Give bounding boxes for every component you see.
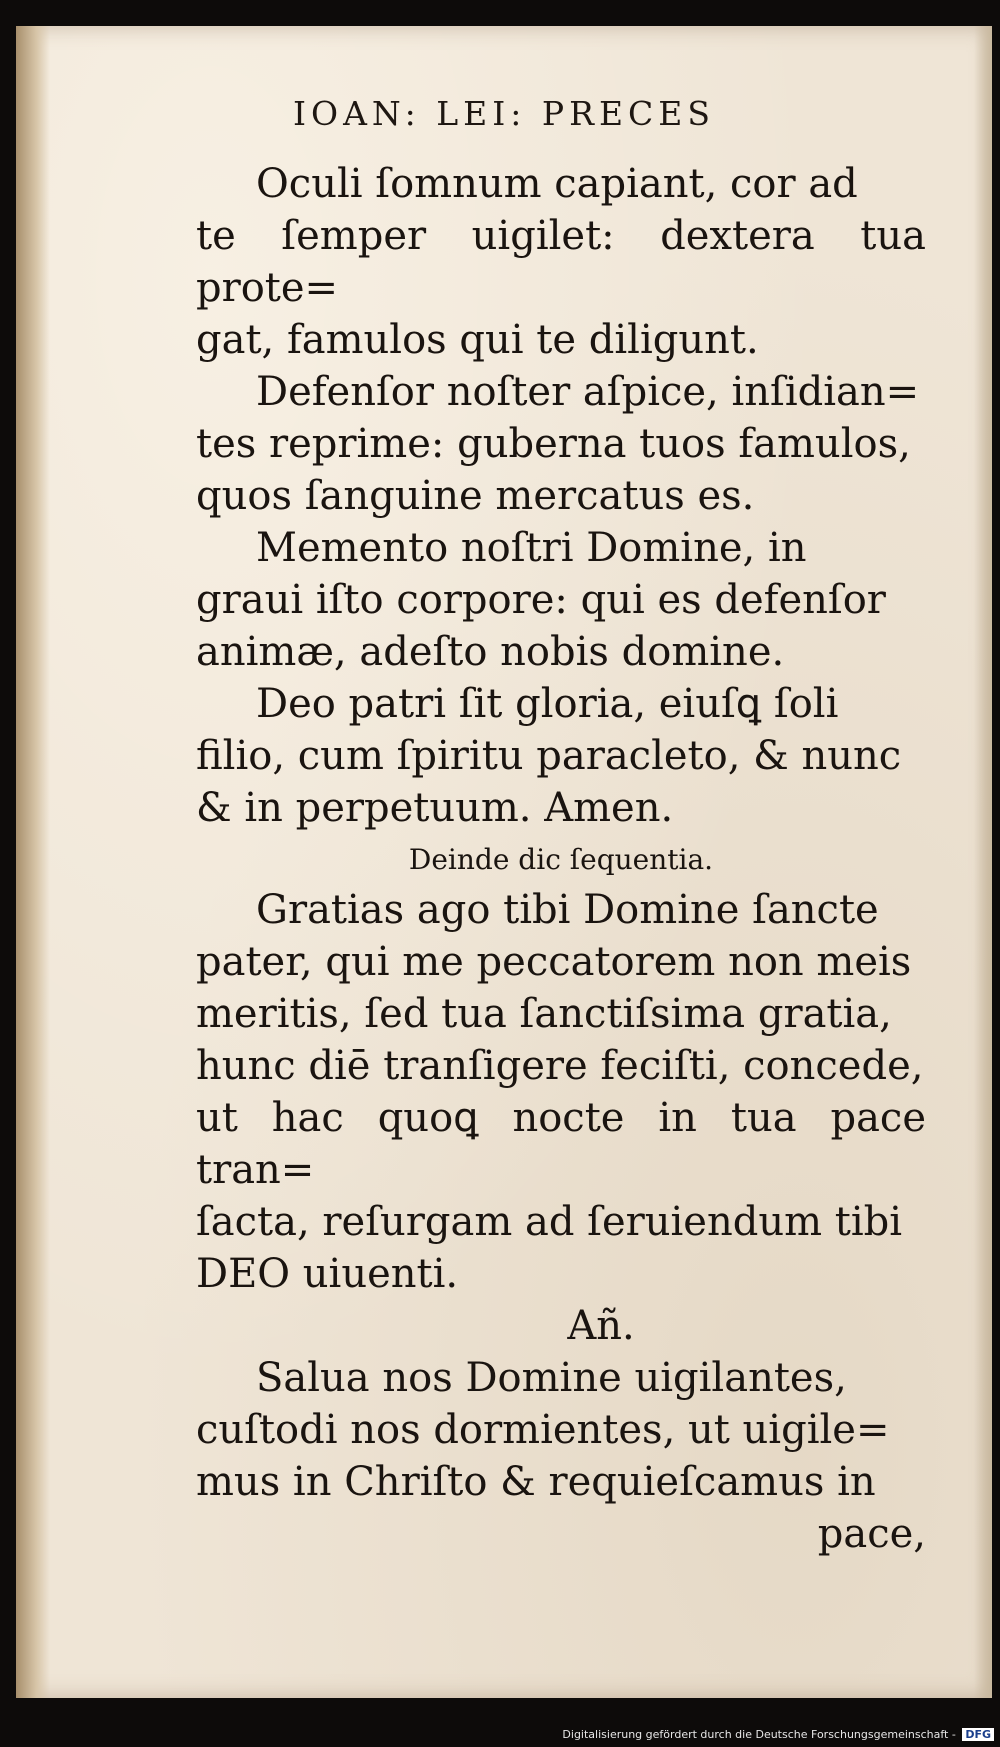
text-line: graui iſto corpore: qui es defenſor	[196, 577, 886, 623]
paragraph-1	[196, 158, 926, 366]
text-line: Memento noſtri Domine, in	[256, 525, 807, 571]
prayer-paragraph	[196, 884, 926, 1300]
text-line: animæ, adeſto nobis domine.	[196, 629, 785, 675]
paragraph-2	[196, 366, 926, 522]
text-line: ut hac quoꝗ nocte in tua pace tran=	[196, 1095, 926, 1193]
paragraph-3	[196, 522, 926, 678]
text-line: te ſemper uigilet: dextera tua prote=	[196, 213, 926, 311]
text-line: Gratias ago tibi Domine ſancte	[256, 887, 879, 933]
text-line: DEO uiuenti.	[196, 1251, 459, 1297]
antiphon-paragraph	[196, 1352, 926, 1508]
book-page	[16, 26, 992, 1698]
text-line: Defenſor noſter aſpice, inſidian=	[256, 369, 920, 415]
text-line: gat, famulos qui te diligunt.	[196, 317, 759, 363]
page-text	[196, 158, 926, 1560]
dfg-logo: DFG	[962, 1728, 994, 1741]
page-edge-shadow	[974, 26, 992, 1698]
page-gutter-shadow	[16, 26, 50, 1698]
catchword: pace,	[817, 1511, 926, 1557]
text-line: Salua nos Domine uigilantes,	[256, 1355, 847, 1401]
text-line: Oculi ſomnum capiant, cor ad	[256, 161, 858, 207]
text-line: quos ſanguine mercatus es.	[196, 473, 755, 519]
text-line: ſacta, reſurgam ad ſeruiendum tibi	[196, 1199, 903, 1245]
text-line: filio, cum ſpiritu paracleto, & nunc	[196, 733, 902, 779]
text-line: cuſtodi nos dormientes, ut uigile=	[196, 1407, 890, 1453]
credit-text: Digitalisierung gefördert durch die Deutsche Forschungsgemeinschaft -	[562, 1728, 956, 1741]
text-line: hunc diē tranſigere feciſti, concede,	[196, 1043, 924, 1089]
text-line: meritis, ſed tua ſanctiſsima gratia,	[196, 991, 892, 1037]
text-line: & in perpetuum. Amen.	[196, 785, 674, 831]
text-line: Deo patri ſit gloria, eiuſꝗ ſoli	[256, 681, 839, 727]
paragraph-4	[196, 678, 926, 834]
text-line: tes reprime: guberna tuos famulos,	[196, 421, 911, 467]
running-title: IOAN: LEI: PRECES	[293, 94, 715, 133]
digitization-credit	[562, 1728, 994, 1741]
text-line: pater, qui me peccatorem non meis	[196, 939, 912, 985]
rubric-instruction: Deinde dic ſequentia.	[408, 843, 714, 876]
text-line: mus in Chriſto & requieſcamus in	[196, 1459, 876, 1505]
antiphon-label: Añ.	[567, 1303, 635, 1349]
